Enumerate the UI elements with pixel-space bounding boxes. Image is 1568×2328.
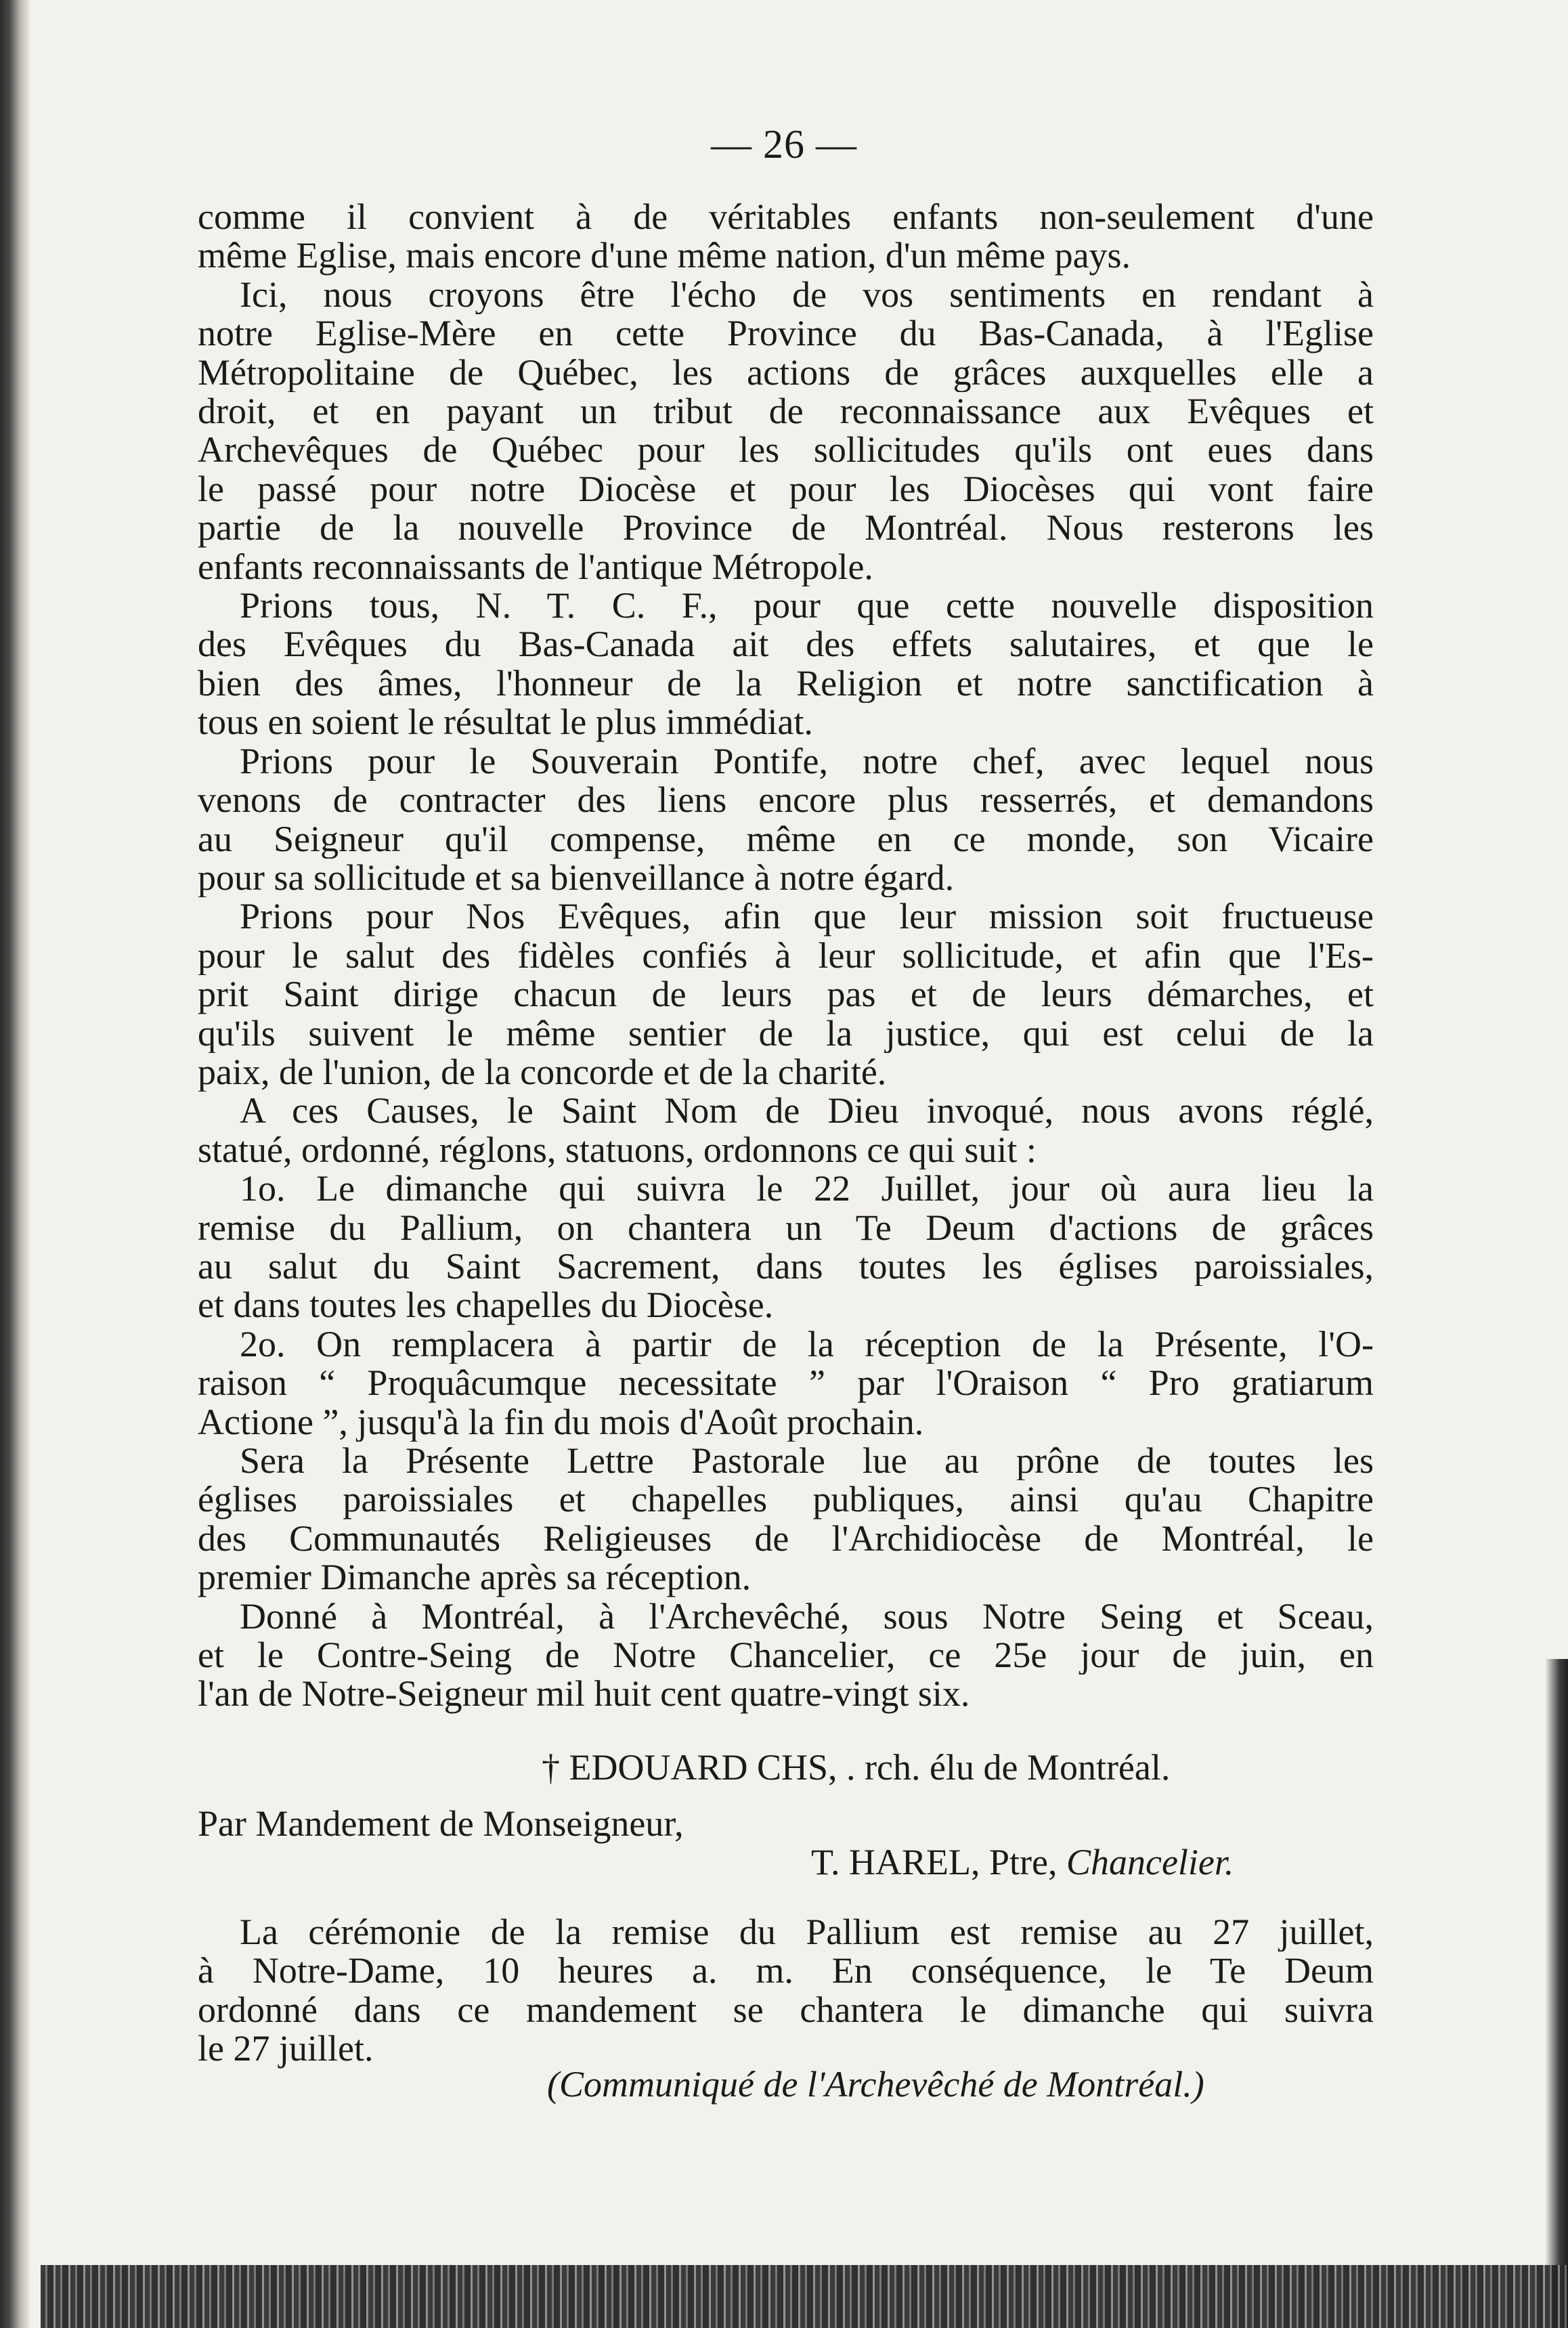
body-text bbox=[198, 198, 1374, 1714]
text-line: Métropolitaine de Québec, les actions de grâces auxquelles elle a bbox=[198, 353, 1374, 393]
text-line: des Communautés Religieuses de l'Archidiocèse de Montréal, le bbox=[198, 1519, 1374, 1559]
text-line: Actione ”, jusqu'à la fin du mois d'Août prochain. bbox=[198, 1402, 924, 1442]
mandement-line: Par Mandement de Monseigneur, bbox=[198, 1803, 684, 1844]
text-line: au Seigneur qu'il compense, même en ce monde, son Vicaire bbox=[198, 819, 1374, 859]
text-line: et dans toutes les chapelles du Diocèse. bbox=[198, 1286, 774, 1325]
text-line: A ces Causes, le Saint Nom de Dieu invoqué, nous avons réglé, bbox=[240, 1092, 1374, 1131]
text-line: venons de contracter des liens encore plus resserrés, et demandons bbox=[198, 781, 1374, 820]
text-line: églises paroissiales et chapelles publiques, ainsi qu'au Chapitre bbox=[198, 1480, 1374, 1519]
text-line: raison “ Proquâcumque necessitate ” par l'Oraison “ Pro gratiarum bbox=[198, 1364, 1374, 1403]
text-line: remise du Pallium, on chantera un Te Deum d'actions de grâces bbox=[198, 1208, 1374, 1247]
text-line: qu'ils suivent le même sentier de la justice, qui est celui de la bbox=[198, 1014, 1374, 1053]
text-line: et le Contre-Seing de Notre Chancelier, ce 25e jour de juin, en bbox=[198, 1636, 1374, 1675]
text-line: paix, de l'union, de la concorde et de la charité. bbox=[198, 1052, 887, 1092]
page-number: — 26 — bbox=[711, 122, 857, 167]
text-line: tous en soient le résultat le plus immédiat. bbox=[198, 703, 813, 742]
text-line: des Evêques du Bas-Canada ait des effets salutaires, et que le bbox=[198, 625, 1374, 664]
text-line: 2o. On remplacera à partir de la réception de la Présente, l'O- bbox=[240, 1324, 1374, 1364]
text-line: le 27 juillet. bbox=[198, 2029, 374, 2069]
text-line: l'an de Notre-Seigneur mil huit cent quatre-vingt six. bbox=[198, 1675, 970, 1714]
signature-archbishop: † EDOUARD CHS, . rch. élu de Montréal. bbox=[542, 1747, 1171, 1788]
text-line: à Notre-Dame, 10 heures a. m. En conséquence, le Te Deum bbox=[198, 1952, 1374, 1991]
text-line: Prions tous, N. T. C. F., pour que cette nouvelle disposition bbox=[240, 586, 1374, 626]
text-line: Prions pour le Souverain Pontife, notre chef, avec lequel nous bbox=[240, 741, 1374, 781]
text-line: enfants reconnaissants de l'antique Métropole. bbox=[198, 547, 873, 587]
text-line: 1o. Le dimanche qui suivra le 22 Juillet, jour où aura lieu la bbox=[240, 1169, 1374, 1209]
text-line: Ici, nous croyons être l'écho de vos sentiments en rendant à bbox=[240, 275, 1374, 315]
source-credit: (Communiqué de l'Archevêché de Montréal.) bbox=[547, 2064, 1204, 2105]
text-line: La cérémonie de la remise du Pallium est remise au 27 juillet, bbox=[240, 1913, 1374, 1952]
scan-bottom-band bbox=[41, 2265, 1568, 2328]
text-line: le passé pour notre Diocèse et pour les Diocèses qui vont faire bbox=[198, 469, 1374, 509]
page-edge-shadow-right bbox=[1545, 1659, 1568, 2328]
signature-chancellor bbox=[811, 1843, 1234, 1882]
text-line: notre Eglise-Mère en cette Province du Bas-Canada, à l'Eglise bbox=[198, 314, 1374, 353]
chancellor-title: Chancelier. bbox=[1066, 1842, 1234, 1882]
text-line: Donné à Montréal, à l'Archevêché, sous Notre Seing et Sceau, bbox=[240, 1597, 1374, 1637]
text-line: au salut du Saint Sacrement, dans toutes les églises paroissiales, bbox=[198, 1247, 1374, 1287]
text-line: prit Saint dirige chacun de leurs pas et de leurs démarches, et bbox=[198, 975, 1374, 1014]
text-line: même Eglise, mais encore d'une même nation, d'un même pays. bbox=[198, 236, 1131, 276]
text-line: premier Dimanche après sa réception. bbox=[198, 1558, 752, 1597]
text-line: pour le salut des fidèles confiés à leur sollicitude, et afin que l'Es- bbox=[198, 936, 1374, 976]
text-line: comme il convient à de véritables enfants non-seulement d'une bbox=[198, 198, 1374, 237]
text-line: Prions pour Nos Evêques, afin que leur mission soit fructueuse bbox=[240, 897, 1374, 936]
text-line: droit, et en payant un tribut de reconnaissance aux Evêques et bbox=[198, 392, 1374, 431]
text-line: partie de la nouvelle Province de Montréal. Nous resterons les bbox=[198, 509, 1374, 548]
text-line: bien des âmes, l'honneur de la Religion et notre sanctification à bbox=[198, 664, 1374, 704]
page-edge-shadow-left bbox=[0, 0, 31, 2328]
text-line: Archevêques de Québec pour les sollicitudes qu'ils ont eues dans bbox=[198, 431, 1374, 470]
chancellor-name: T. HAREL, Ptre, bbox=[811, 1842, 1066, 1882]
text-line: ordonné dans ce mandement se chantera le dimanche qui suivra bbox=[198, 1990, 1374, 2030]
text-line: pour sa sollicitude et sa bienveillance à notre égard. bbox=[198, 858, 955, 898]
text-line: Sera la Présente Lettre Pastorale lue au prône de toutes les bbox=[240, 1442, 1374, 1481]
closing-note bbox=[198, 1913, 1374, 2069]
text-line: statué, ordonné, réglons, statuons, ordonnons ce qui suit : bbox=[198, 1130, 1037, 1170]
